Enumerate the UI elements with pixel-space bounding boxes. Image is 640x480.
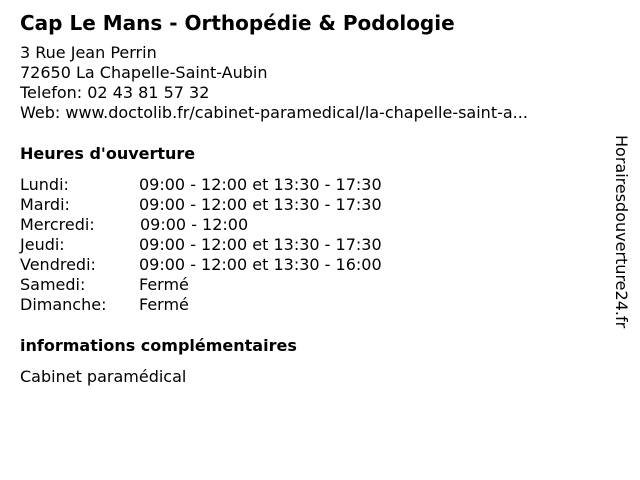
day-label: Jeudi: xyxy=(20,235,65,254)
hours-value: 09:00 - 12:00 et 13:30 - 16:00 xyxy=(139,255,382,274)
hours-value: 09:00 - 12:00 et 13:30 - 17:30 xyxy=(139,195,382,214)
hours-row-thursday xyxy=(20,235,590,255)
day-label: Vendredi: xyxy=(20,255,96,274)
website-line: Web: www.doctolib.fr/cabinet-paramedical/la-chapelle-saint-a... xyxy=(20,103,528,122)
hours-row-friday xyxy=(20,255,590,275)
additional-info-heading: informations complémentaires xyxy=(20,336,297,355)
day-label: Lundi: xyxy=(20,175,69,194)
hours-row-saturday xyxy=(20,275,590,295)
hours-value: Fermé xyxy=(139,275,189,294)
business-name: Cap Le Mans - Orthopédie & Podologie xyxy=(20,11,455,35)
opening-hours-heading: Heures d'ouverture xyxy=(20,144,196,163)
opening-hours-list xyxy=(20,175,590,315)
watermark-text: Horairesdouverture24.fr xyxy=(612,135,631,329)
address-street: 3 Rue Jean Perrin xyxy=(20,43,157,62)
hours-value: 09:00 - 12:00 et 13:30 - 17:30 xyxy=(139,235,382,254)
day-label: Mercredi: xyxy=(20,215,95,234)
additional-info-text: Cabinet paramédical xyxy=(20,367,187,386)
hours-value: Fermé xyxy=(139,295,189,314)
day-label: Samedi: xyxy=(20,275,86,294)
hours-value: 09:00 - 12:00 xyxy=(140,215,249,234)
hours-value: 09:00 - 12:00 et 13:30 - 17:30 xyxy=(139,175,382,194)
hours-row-monday xyxy=(20,175,590,195)
site-watermark xyxy=(612,135,632,370)
hours-row-wednesday xyxy=(20,215,590,235)
address-city: 72650 La Chapelle-Saint-Aubin xyxy=(20,63,268,82)
hours-row-tuesday xyxy=(20,195,590,215)
day-label: Dimanche: xyxy=(20,295,107,314)
hours-row-sunday xyxy=(20,295,590,315)
phone-number: Telefon: 02 43 81 57 32 xyxy=(20,83,210,102)
business-card xyxy=(20,9,590,387)
day-label: Mardi: xyxy=(20,195,70,214)
